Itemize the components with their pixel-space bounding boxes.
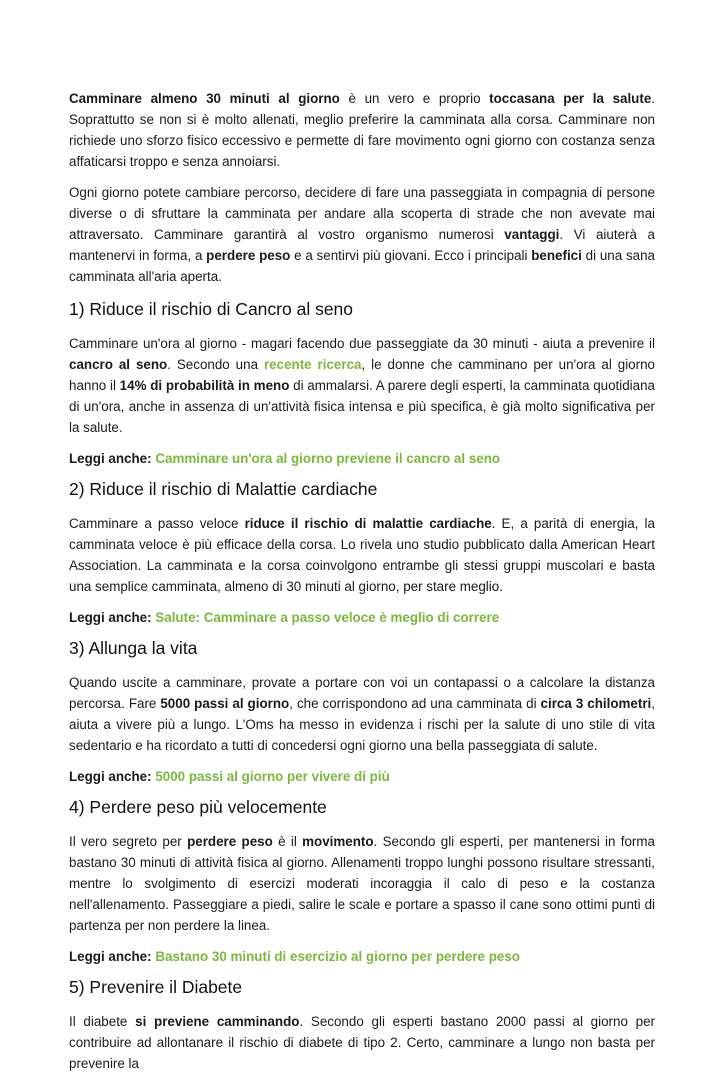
section-body — [69, 1011, 655, 1074]
bold-text: perdere peso — [206, 248, 291, 263]
read-also — [69, 946, 655, 967]
section-body — [69, 513, 655, 597]
section-heading: 3) Allunga la vita — [69, 638, 198, 658]
text-run: e a sentirvi più giovani. Ecco i principali — [290, 248, 532, 263]
section-body — [69, 672, 655, 756]
bold-text: movimento — [302, 834, 374, 849]
section-1 — [69, 297, 655, 469]
text-run: , aiuta a vivere più a lungo. L'Oms ha messo in evidenza i rischi per la salute di uno stile di vita sedentario e ha ricordato a tutti di concedersi ogni giorno una bella passeggiata di salute. — [69, 696, 655, 753]
text-run: di una sana camminata all'aria aperta. — [69, 248, 655, 284]
read-also-link[interactable]: Salute: Camminare a passo veloce è meglio di correre — [155, 610, 500, 625]
section-heading: 5) Prevenire il Diabete — [69, 977, 243, 997]
section-heading: 2) Riduce il rischio di Malattie cardiache — [69, 479, 378, 499]
inline-link[interactable]: recente ricerca — [263, 357, 362, 372]
text-run: . Soprattutto se non si è molto allenati, meglio preferire la camminata alla corsa. Camminare non richiede uno sforzo fisico eccessivo e permette di fare movimento ogni giorno con costanza senza affaticarsi troppo e senza annoiarsi. — [69, 91, 656, 169]
text-run: è il — [272, 834, 303, 849]
section-heading: 4) Perdere peso più velocemente — [69, 797, 327, 817]
intro-paragraph-1 — [69, 88, 655, 172]
text-run: Il vero segreto per — [69, 834, 188, 849]
bold-text: benefici — [531, 248, 582, 263]
text-run: . Vi aiuterà a mantenervi in forma, a — [69, 227, 655, 263]
read-also-label: Leggi anche: — [69, 769, 152, 784]
bold-text: riduce il rischio di malattie cardiache — [244, 516, 492, 531]
bold-text: si previene camminando — [135, 1014, 300, 1029]
read-also — [69, 766, 655, 787]
text-run: . Secondo gli esperti bastano 2000 passi al giorno per contribuire ad allontanare il rischio di diabete di tipo 2. Certo, camminare a lungo non basta per prevenire la — [69, 1014, 656, 1071]
bold-text: toccasana per la salute — [489, 91, 652, 106]
text-run: Camminare un'ora al giorno - magari facendo due passeggiate da 30 minuti - aiuta a prevenire il — [69, 336, 655, 351]
read-also — [69, 607, 655, 628]
text-run: , le donne che camminano per un'ora al giorno hanno il — [69, 357, 655, 393]
text-run: , che corrispondono ad una camminata di — [289, 696, 541, 711]
bold-text: cancro al seno — [69, 357, 168, 372]
section-3 — [69, 636, 655, 787]
read-also-label: Leggi anche: — [69, 949, 152, 964]
text-run: di ammalarsi. A parere degli esperti, la camminata quotidiana di un'ora, anche in assenza di un'attività fisica intensa e più specifica, è già molto significativa per la salute. — [69, 378, 655, 435]
read-also-label: Leggi anche: — [69, 451, 152, 466]
read-also — [69, 448, 655, 469]
bold-text: vantaggi — [504, 227, 560, 242]
section-body — [69, 333, 655, 438]
text-run: . Secondo gli esperti, per mantenersi in forma bastano 30 minuti di attività fisica al giorno. Allenamenti troppo lunghi possono risultare stressanti, mentre lo svolgimento di esercizi moderati incoraggia il calo di peso e la costanza nell'allenamento. Passeggiare a piedi, salire le scale e portare a spasso il cane sono ottimi punti di partenza per non perdere la linea. — [69, 834, 655, 933]
intro-paragraph-2 — [69, 182, 655, 287]
read-also-label: Leggi anche: — [69, 610, 152, 625]
document-page — [69, 88, 655, 1084]
text-run: Ogni giorno potete cambiare percorso, decidere di fare una passeggiata in compagnia di persone diverse o di sfruttare la camminata per andare alla scoperta di strade che non avevate mai attraversato. Camminare garantirà al vostro organismo numerosi — [69, 185, 655, 242]
text-run: . E, a parità di energia, la camminata veloce è più efficace della corsa. Lo rivela uno studio pubblicato dalla American Heart Association. La camminata e la corsa coinvolgono entrambe gli stessi gruppi muscolari e basta una semplice camminata, almeno di 30 minuti al giorno, per stare meglio. — [69, 516, 655, 594]
section-5 — [69, 975, 655, 1074]
read-also-link[interactable]: Bastano 30 minuti di esercizio al giorno per perdere peso — [155, 949, 520, 964]
text-run: Il diabete — [69, 1014, 136, 1029]
bold-text: Camminare almeno 30 minuti al giorno — [69, 91, 340, 106]
section-body — [69, 831, 655, 936]
text-run: Quando uscite a camminare, provate a portare con voi un contapassi o a calcolare la distanza percorsa. Fare — [69, 675, 655, 711]
section-2 — [69, 477, 655, 628]
bold-text: 5000 passi al giorno — [160, 696, 290, 711]
section-4 — [69, 795, 655, 967]
bold-text: perdere peso — [187, 834, 273, 849]
text-run: è un vero e proprio — [339, 91, 490, 106]
read-also-link[interactable]: 5000 passi al giorno per vivere di più — [155, 769, 390, 784]
text-run: . Secondo una — [167, 357, 264, 372]
bold-text: circa 3 chilometri — [540, 696, 652, 711]
section-heading: 1) Riduce il rischio di Cancro al seno — [69, 299, 354, 319]
text-run: Camminare a passo veloce — [69, 516, 245, 531]
bold-text: 14% di probabilità in meno — [119, 378, 290, 393]
read-also-link[interactable]: Camminare un'ora al giorno previene il cancro al seno — [155, 451, 501, 466]
